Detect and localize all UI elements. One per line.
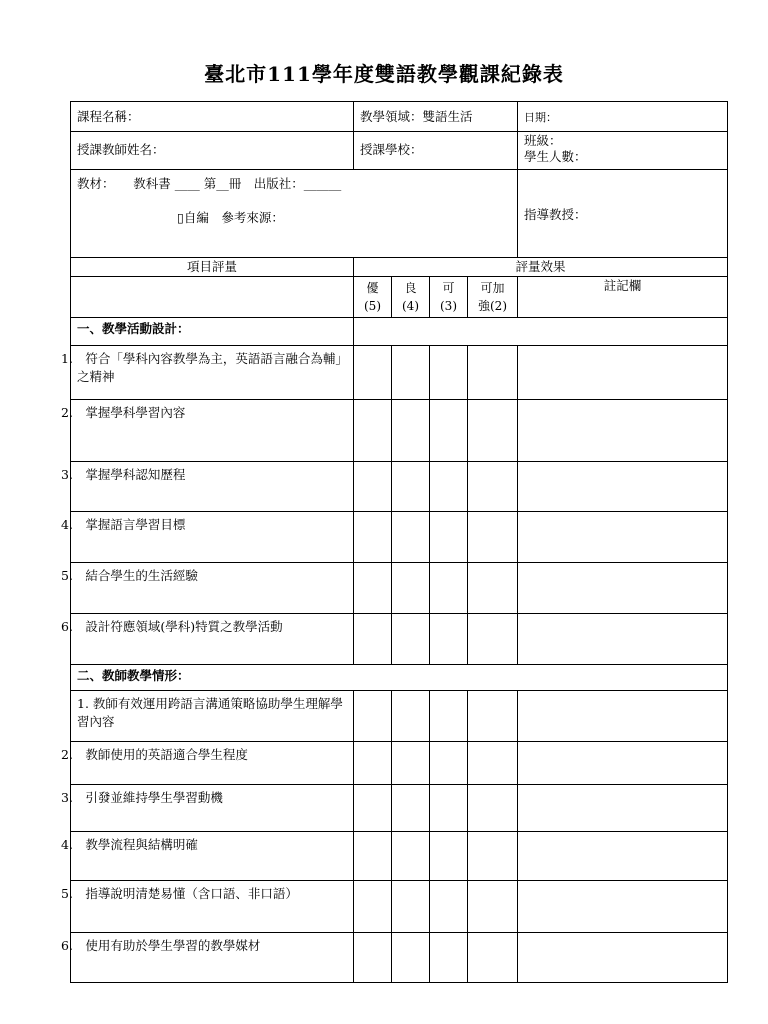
- notes-cell[interactable]: [518, 614, 728, 665]
- course-name-field[interactable]: 課程名稱：: [71, 102, 354, 132]
- good-score: (4): [402, 299, 419, 313]
- improve-cell[interactable]: [468, 563, 518, 614]
- fair-cell[interactable]: [430, 742, 468, 785]
- notes-cell[interactable]: [518, 785, 728, 832]
- excellent-cell[interactable]: [354, 742, 392, 785]
- item-label: 6. 設計符應領域(學科)特質之教學活動: [71, 614, 354, 665]
- good-cell[interactable]: [392, 933, 430, 983]
- improve-cell[interactable]: [468, 691, 518, 742]
- good-cell[interactable]: [392, 462, 430, 512]
- fair-cell[interactable]: [430, 881, 468, 933]
- class-info-field[interactable]: [518, 132, 728, 170]
- improve-cell[interactable]: [468, 614, 518, 665]
- table-row: [71, 742, 728, 785]
- notes-cell[interactable]: [518, 691, 728, 742]
- item-label: 5. 指導說明清楚易懂（含口語、非口語）: [71, 881, 354, 933]
- section-title: 一、教學活動設計：: [71, 318, 354, 346]
- item-label: 1. 教師有效運用跨語言溝通策略協助學生理解學習內容: [71, 691, 354, 742]
- student-count-label: 學生人數：: [524, 149, 587, 164]
- good-cell[interactable]: [392, 346, 430, 400]
- excellent-score: (5): [364, 299, 381, 313]
- material-field[interactable]: [71, 170, 518, 258]
- excellent-cell[interactable]: [354, 400, 392, 462]
- item-label: 4. 掌握語言學習目標: [71, 512, 354, 563]
- excellent-header: [354, 277, 392, 318]
- fair-label: 可: [442, 281, 455, 295]
- table-row: [71, 462, 728, 512]
- header-row-1: [71, 102, 728, 132]
- improve-cell[interactable]: [468, 785, 518, 832]
- excellent-cell[interactable]: [354, 462, 392, 512]
- excellent-cell[interactable]: [354, 346, 392, 400]
- column-group-header: [71, 258, 728, 277]
- good-cell[interactable]: [392, 785, 430, 832]
- notes-cell[interactable]: [518, 512, 728, 563]
- table-row: [71, 832, 728, 881]
- excellent-cell[interactable]: [354, 614, 392, 665]
- notes-cell[interactable]: [518, 933, 728, 983]
- item-label: 3. 引發並維持學生學習動機: [71, 785, 354, 832]
- domain-field[interactable]: 教學領域：雙語生活: [354, 102, 518, 132]
- excellent-cell[interactable]: [354, 563, 392, 614]
- fair-cell[interactable]: [430, 400, 468, 462]
- table-row: [71, 400, 728, 462]
- evaluation-header: 評量效果: [354, 258, 728, 277]
- item-label: 2. 掌握學科學習內容: [71, 400, 354, 462]
- section-title: 二、教師教學情形：: [71, 665, 728, 691]
- page-title: 臺北市111學年度雙語教學觀課紀錄表: [204, 62, 564, 86]
- item-label: 6. 使用有助於學生學習的教學媒材: [71, 933, 354, 983]
- section-row: [71, 665, 728, 691]
- improve-header: [468, 277, 518, 318]
- improve-cell[interactable]: [468, 512, 518, 563]
- advisor-field[interactable]: 指導教授：: [518, 170, 728, 258]
- item-label: 5. 結合學生的生活經驗: [71, 563, 354, 614]
- fair-cell[interactable]: [430, 346, 468, 400]
- section-row: [71, 318, 728, 346]
- fair-cell[interactable]: [430, 832, 468, 881]
- good-cell[interactable]: [392, 563, 430, 614]
- fair-cell[interactable]: [430, 462, 468, 512]
- fair-cell[interactable]: [430, 785, 468, 832]
- table-row: [71, 563, 728, 614]
- class-label: 班級：: [524, 133, 562, 148]
- header-row-3: [71, 170, 728, 258]
- fair-cell[interactable]: [430, 512, 468, 563]
- improve-cell[interactable]: [468, 881, 518, 933]
- improve-label: 可加: [480, 281, 505, 295]
- good-cell[interactable]: [392, 691, 430, 742]
- self-made-label: 自編 參考來源：: [183, 210, 284, 225]
- table-row: [71, 346, 728, 400]
- table-row: [71, 614, 728, 665]
- good-cell[interactable]: [392, 832, 430, 881]
- excellent-cell[interactable]: [354, 832, 392, 881]
- items-header: 項目評量: [71, 258, 354, 277]
- improve-score: 強(2): [478, 299, 507, 313]
- table-row: [71, 512, 728, 563]
- good-cell[interactable]: [392, 614, 430, 665]
- good-label: 良: [404, 281, 417, 295]
- self-made-line: [77, 209, 511, 227]
- item-label: 4. 教學流程與結構明確: [71, 832, 354, 881]
- observation-form-table: [61, 101, 728, 983]
- item-label: 3. 掌握學科認知歷程: [71, 462, 354, 512]
- improve-cell[interactable]: [468, 933, 518, 983]
- excellent-cell[interactable]: [354, 881, 392, 933]
- item-label: 2. 教師使用的英語適合學生程度: [71, 742, 354, 785]
- table-row: [71, 881, 728, 933]
- notes-cell[interactable]: [518, 462, 728, 512]
- section-blank: [354, 318, 728, 346]
- good-header: [392, 277, 430, 318]
- school-field[interactable]: 授課學校：: [354, 132, 518, 170]
- excellent-cell[interactable]: [354, 512, 392, 563]
- notes-cell[interactable]: [518, 832, 728, 881]
- notes-cell[interactable]: [518, 742, 728, 785]
- material-line: 教材： 教科書 ____ 第__冊 出版社：______: [77, 176, 342, 191]
- improve-cell[interactable]: [468, 346, 518, 400]
- notes-cell[interactable]: [518, 563, 728, 614]
- item-label: 1. 符合「學科內容教學為主，英語語言融合為輔」之精神: [71, 346, 354, 400]
- notes-header: 註記欄: [518, 277, 728, 318]
- good-cell[interactable]: [392, 742, 430, 785]
- improve-cell[interactable]: [468, 832, 518, 881]
- teacher-name-field[interactable]: 授課教師姓名：: [71, 132, 354, 170]
- excellent-cell[interactable]: [354, 785, 392, 832]
- good-cell[interactable]: [392, 512, 430, 563]
- fair-cell[interactable]: [430, 614, 468, 665]
- improve-cell[interactable]: [468, 742, 518, 785]
- fair-cell[interactable]: [430, 691, 468, 742]
- improve-cell[interactable]: [468, 400, 518, 462]
- notes-cell[interactable]: [518, 346, 728, 400]
- fair-cell[interactable]: [430, 933, 468, 983]
- good-cell[interactable]: [392, 881, 430, 933]
- notes-cell[interactable]: [518, 881, 728, 933]
- fair-cell[interactable]: [430, 563, 468, 614]
- date-field[interactable]: 日期：: [518, 102, 728, 132]
- notes-cell[interactable]: [518, 400, 728, 462]
- fair-header: [430, 277, 468, 318]
- header-row-2: [71, 132, 728, 170]
- rating-header-row: [71, 277, 728, 318]
- excellent-cell[interactable]: [354, 691, 392, 742]
- table-row: [71, 691, 728, 742]
- excellent-cell[interactable]: [354, 933, 392, 983]
- checkbox-icon[interactable]: ▯: [177, 210, 184, 225]
- table-row: [71, 933, 728, 983]
- excellent-label: 優: [366, 281, 379, 295]
- rating-header-blank: [71, 277, 354, 318]
- good-cell[interactable]: [392, 400, 430, 462]
- fair-score: (3): [440, 299, 457, 313]
- improve-cell[interactable]: [468, 462, 518, 512]
- table-row: [71, 785, 728, 832]
